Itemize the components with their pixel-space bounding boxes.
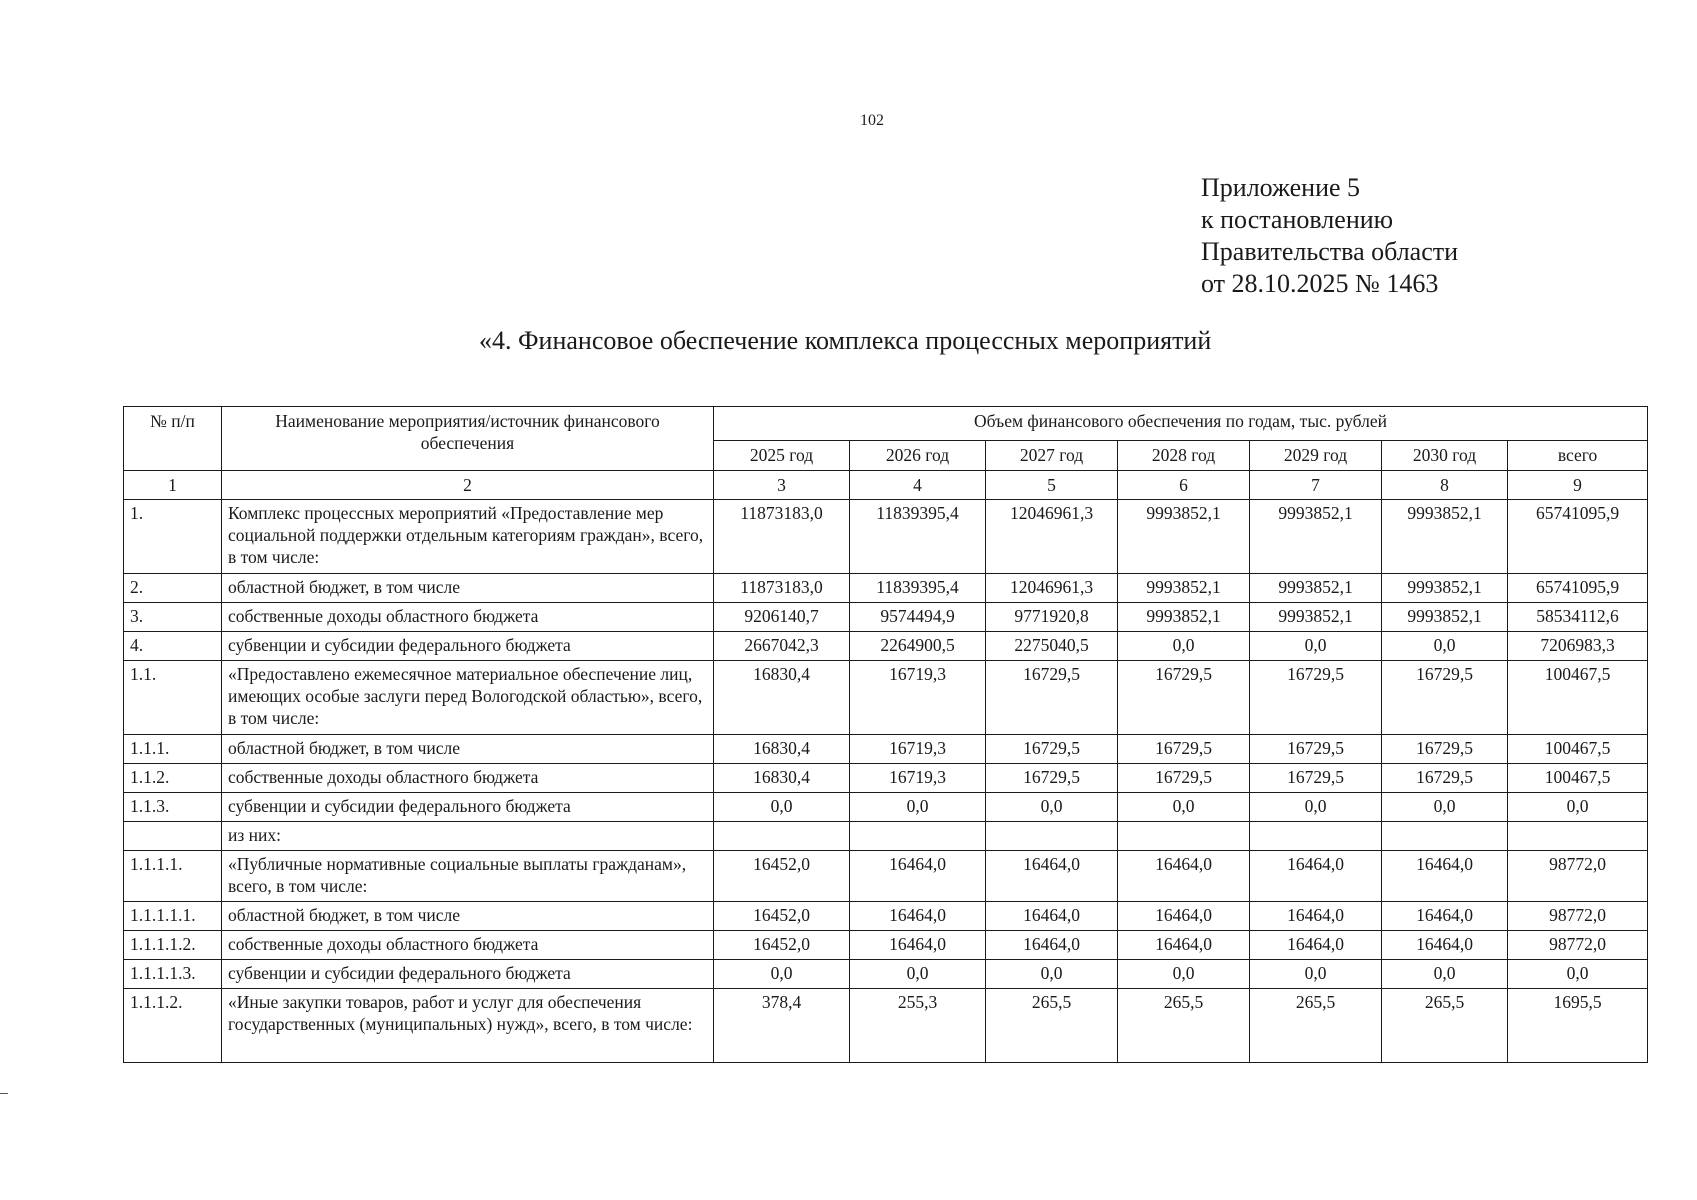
row-total-value: 98772,0 — [1508, 902, 1648, 931]
row-year-value: 9993852,1 — [1250, 500, 1382, 574]
row-code: 1.1.1.1.2. — [124, 931, 222, 960]
table-row — [124, 500, 1648, 574]
row-name: Комплекс процессных мероприятий «Предоставление мер социальной поддержки отдельным категориям граждан», всего, в том числе: — [222, 500, 714, 574]
row-total-value — [1508, 822, 1648, 851]
row-code: 1.1.3. — [124, 793, 222, 822]
row-code: 1.1. — [124, 661, 222, 735]
row-year-value: 0,0 — [1250, 632, 1382, 661]
row-code: 3. — [124, 603, 222, 632]
row-year-value: 2264900,5 — [850, 632, 986, 661]
row-year-value: 2667042,3 — [714, 632, 850, 661]
row-code: 1.1.2. — [124, 764, 222, 793]
row-year-value: 16464,0 — [850, 902, 986, 931]
column-number: 9 — [1508, 471, 1648, 500]
row-code: 2. — [124, 574, 222, 603]
row-year-value: 255,3 — [850, 989, 986, 1063]
row-year-value: 16830,4 — [714, 764, 850, 793]
appendix-line-2: к постановлению — [1201, 205, 1394, 234]
table-row — [124, 764, 1648, 793]
appendix-line-4: от 28.10.2025 № 1463 — [1201, 269, 1439, 298]
table-row — [124, 735, 1648, 764]
row-total-value: 98772,0 — [1508, 851, 1648, 902]
row-year-value: 9993852,1 — [1382, 500, 1508, 574]
header-name: Наименование мероприятия/источник финансового обеспечения — [222, 407, 714, 471]
row-year-value: 9206140,7 — [714, 603, 850, 632]
header-row-column-numbers — [124, 471, 1648, 500]
table-row — [124, 632, 1648, 661]
row-year-value: 11873183,0 — [714, 574, 850, 603]
row-year-value: 9993852,1 — [1118, 574, 1250, 603]
header-year-2029: 2029 год — [1250, 441, 1382, 471]
header-year-2025: 2025 год — [714, 441, 850, 471]
row-year-value: 2275040,5 — [986, 632, 1118, 661]
row-year-value: 9993852,1 — [1250, 603, 1382, 632]
row-total-value: 98772,0 — [1508, 931, 1648, 960]
row-code — [124, 822, 222, 851]
column-number: 7 — [1250, 471, 1382, 500]
row-year-value: 0,0 — [986, 793, 1118, 822]
row-year-value: 16729,5 — [986, 764, 1118, 793]
header-year-2027: 2027 год — [986, 441, 1118, 471]
row-year-value — [714, 822, 850, 851]
row-year-value: 11839395,4 — [850, 500, 986, 574]
row-total-value: 100467,5 — [1508, 661, 1648, 735]
header-total: всего — [1508, 441, 1648, 471]
header-year-2030: 2030 год — [1382, 441, 1508, 471]
row-name: субвенции и субсидии федерального бюджета — [222, 793, 714, 822]
row-year-value: 16830,4 — [714, 735, 850, 764]
row-year-value: 16729,5 — [1118, 764, 1250, 793]
row-year-value: 0,0 — [714, 793, 850, 822]
table-row — [124, 989, 1648, 1063]
row-year-value: 16830,4 — [714, 661, 850, 735]
financing-table — [123, 406, 1648, 1063]
row-year-value: 0,0 — [1250, 960, 1382, 989]
row-year-value: 12046961,3 — [986, 574, 1118, 603]
row-name: областной бюджет, в том числе — [222, 574, 714, 603]
row-year-value: 16464,0 — [986, 902, 1118, 931]
table-body — [124, 407, 1648, 1063]
row-year-value: 16464,0 — [1250, 931, 1382, 960]
header-year-2026: 2026 год — [850, 441, 986, 471]
row-year-value: 9993852,1 — [1118, 500, 1250, 574]
table-row — [124, 574, 1648, 603]
row-year-value: 0,0 — [1382, 960, 1508, 989]
table-row — [124, 822, 1648, 851]
row-total-value: 100467,5 — [1508, 764, 1648, 793]
row-year-value: 16464,0 — [850, 931, 986, 960]
table-row — [124, 851, 1648, 902]
row-year-value: 16464,0 — [850, 851, 986, 902]
header-row-top — [124, 407, 1648, 441]
row-year-value: 16719,3 — [850, 735, 986, 764]
document-title: «4. Финансовое обеспечение комплекса процессных мероприятий — [479, 326, 1212, 355]
row-year-value — [986, 822, 1118, 851]
row-name: областной бюджет, в том числе — [222, 735, 714, 764]
row-year-value: 16729,5 — [1382, 661, 1508, 735]
row-year-value: 16452,0 — [714, 931, 850, 960]
row-code: 1.1.1.1.3. — [124, 960, 222, 989]
row-year-value: 16464,0 — [1382, 902, 1508, 931]
header-year-2028: 2028 год — [1118, 441, 1250, 471]
row-year-value: 16729,5 — [1118, 735, 1250, 764]
row-year-value — [850, 822, 986, 851]
row-year-value: 265,5 — [986, 989, 1118, 1063]
row-year-value: 0,0 — [850, 960, 986, 989]
row-year-value: 11873183,0 — [714, 500, 850, 574]
row-name: собственные доходы областного бюджета — [222, 931, 714, 960]
row-name: собственные доходы областного бюджета — [222, 764, 714, 793]
row-year-value: 16729,5 — [1382, 764, 1508, 793]
row-code: 1.1.1.1.1. — [124, 902, 222, 931]
table-row — [124, 603, 1648, 632]
row-year-value: 16464,0 — [1382, 851, 1508, 902]
row-name: собственные доходы областного бюджета — [222, 603, 714, 632]
row-total-value: 65741095,9 — [1508, 500, 1648, 574]
row-year-value: 9993852,1 — [1118, 603, 1250, 632]
row-year-value: 16729,5 — [986, 661, 1118, 735]
row-year-value: 265,5 — [1118, 989, 1250, 1063]
row-year-value — [1118, 822, 1250, 851]
row-year-value: 0,0 — [1382, 632, 1508, 661]
row-total-value: 1695,5 — [1508, 989, 1648, 1063]
row-code: 4. — [124, 632, 222, 661]
appendix-line-3: Правительства области — [1201, 237, 1459, 266]
header-volume: Объем финансового обеспечения по годам, тыс. рублей — [714, 407, 1648, 441]
appendix-line-1: Приложение 5 — [1201, 173, 1361, 202]
row-year-value: 0,0 — [1118, 632, 1250, 661]
column-number: 5 — [986, 471, 1118, 500]
column-number: 4 — [850, 471, 986, 500]
row-year-value: 9993852,1 — [1382, 603, 1508, 632]
row-year-value: 16464,0 — [1118, 931, 1250, 960]
row-total-value: 0,0 — [1508, 960, 1648, 989]
row-total-value: 100467,5 — [1508, 735, 1648, 764]
row-year-value: 16464,0 — [986, 931, 1118, 960]
row-year-value: 16729,5 — [1250, 661, 1382, 735]
row-total-value: 58534112,6 — [1508, 603, 1648, 632]
table-row — [124, 661, 1648, 735]
row-year-value: 16729,5 — [1382, 735, 1508, 764]
table-row — [124, 960, 1648, 989]
row-total-value: 65741095,9 — [1508, 574, 1648, 603]
column-number: 3 — [714, 471, 850, 500]
row-name: областной бюджет, в том числе — [222, 902, 714, 931]
row-year-value: 0,0 — [714, 960, 850, 989]
row-year-value: 16452,0 — [714, 902, 850, 931]
row-year-value: 16729,5 — [986, 735, 1118, 764]
row-year-value: 16464,0 — [1250, 851, 1382, 902]
row-year-value: 9574494,9 — [850, 603, 986, 632]
table-row — [124, 931, 1648, 960]
row-year-value: 0,0 — [1382, 793, 1508, 822]
row-year-value: 16719,3 — [850, 764, 986, 793]
column-number: 1 — [124, 471, 222, 500]
row-year-value — [1382, 822, 1508, 851]
row-name: «Иные закупки товаров, работ и услуг для обеспечения государственных (муниципальных) нужд», всего, в том числе: — [222, 989, 714, 1063]
appendix-block — [1201, 172, 1458, 300]
row-year-value: 9771920,8 — [986, 603, 1118, 632]
row-year-value: 16452,0 — [714, 851, 850, 902]
row-code: 1.1.1.2. — [124, 989, 222, 1063]
row-name: субвенции и субсидии федерального бюджета — [222, 632, 714, 661]
row-year-value: 16719,3 — [850, 661, 986, 735]
row-name: «Предоставлено ежемесячное материальное обеспечение лиц, имеющих особые заслуги перед Вологодской областью», всего, в том числе: — [222, 661, 714, 735]
row-year-value: 9993852,1 — [1250, 574, 1382, 603]
row-year-value: 16464,0 — [1118, 902, 1250, 931]
row-code: 1.1.1. — [124, 735, 222, 764]
row-year-value: 0,0 — [1118, 960, 1250, 989]
row-year-value: 16464,0 — [1382, 931, 1508, 960]
row-year-value: 0,0 — [1250, 793, 1382, 822]
row-year-value: 9993852,1 — [1382, 574, 1508, 603]
row-year-value: 16464,0 — [1118, 851, 1250, 902]
row-year-value: 16464,0 — [986, 851, 1118, 902]
page-number: 102 — [860, 112, 884, 129]
row-name: субвенции и субсидии федерального бюджета — [222, 960, 714, 989]
row-name: «Публичные нормативные социальные выплаты гражданам», всего, в том числе: — [222, 851, 714, 902]
row-year-value: 11839395,4 — [850, 574, 986, 603]
row-year-value: 16729,5 — [1118, 661, 1250, 735]
row-year-value: 265,5 — [1382, 989, 1508, 1063]
column-number: 6 — [1118, 471, 1250, 500]
row-year-value: 0,0 — [1118, 793, 1250, 822]
table-row — [124, 902, 1648, 931]
row-year-value: 378,4 — [714, 989, 850, 1063]
row-year-value: 0,0 — [850, 793, 986, 822]
column-number: 8 — [1382, 471, 1508, 500]
row-year-value: 16729,5 — [1250, 735, 1382, 764]
header-num: № п/п — [124, 407, 222, 471]
column-number: 2 — [222, 471, 714, 500]
row-year-value: 0,0 — [986, 960, 1118, 989]
row-code: 1.1.1.1. — [124, 851, 222, 902]
row-year-value — [1250, 822, 1382, 851]
row-total-value: 7206983,3 — [1508, 632, 1648, 661]
row-code: 1. — [124, 500, 222, 574]
row-year-value: 12046961,3 — [986, 500, 1118, 574]
row-year-value: 265,5 — [1250, 989, 1382, 1063]
row-name: из них: — [222, 822, 714, 851]
margin-mark — [0, 1093, 8, 1094]
row-year-value: 16464,0 — [1250, 902, 1382, 931]
row-total-value: 0,0 — [1508, 793, 1648, 822]
table-row — [124, 793, 1648, 822]
row-year-value: 16729,5 — [1250, 764, 1382, 793]
